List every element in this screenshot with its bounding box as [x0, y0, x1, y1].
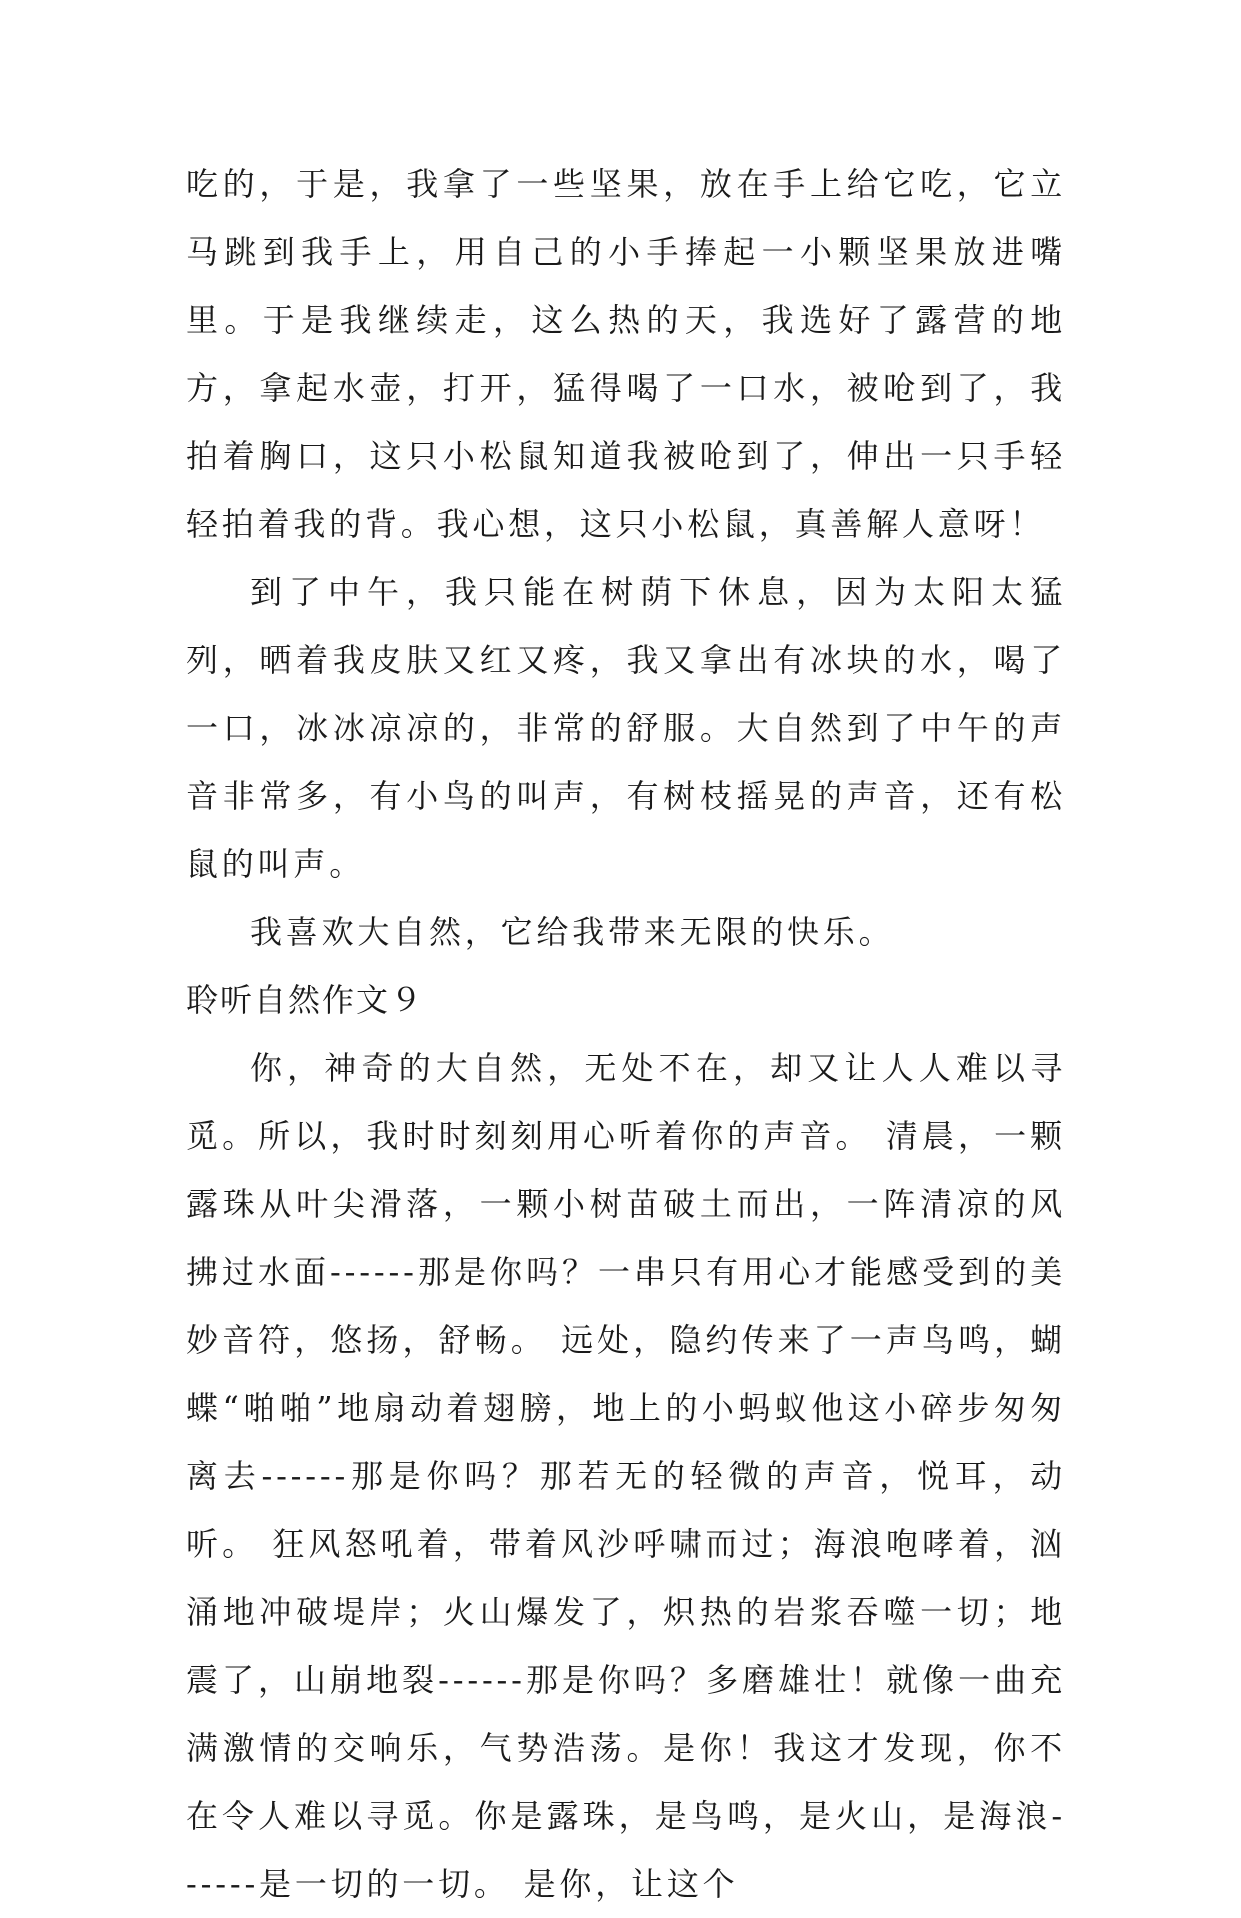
paragraph-noon: 到了中午，我只能在树荫下休息，因为太阳太猛列，晒着我皮肤又红又疼，我又拿出有冰块的水，喝了一口，冰冰凉凉的，非常的舒服。大自然到了中午的声音非常多，有小鸟的叫声，有树枝摇晃的声音，还有松鼠的叫声。 — [186, 573, 1066, 883]
essay-paragraph: 你，神奇的大自然，无处不在，却又让人人难以寻觅。所以，我时时刻刻用心听着你的声音。 清晨，一颗露珠从叶尖滑落，一颗小树苗破土而出，一阵清凉的风拂过水面------那是你吗？一串只有用心才能感受到的美妙音符，悠扬，舒畅。 远处，隐约传来了一声鸟鸣，蝴蝶“啪啪”地扇动着翅膀，地上的小蚂蚁他这小碎步匆匆离去------那是你吗？那若无的轻微的声音，悦耳，动听。 狂风怒吼着，带着风沙呼啸而过；海浪咆哮着，汹涌地冲破堤岸；火山爆发了，炽热的岩浆吞噬一切；地震了，山崩地裂------那是你吗？多磨雄壮！就像一曲充满激情的交响乐，气势浩荡。是你！我这才发现，你不在令人难以寻觅。你是露珠，是鸟鸣，是火山，是海浪------是一切的一切。 是你，让这个 — [186, 1049, 1066, 1903]
document-page — [186, 150, 1066, 1918]
essay-heading: 聆听自然作文９ — [186, 981, 425, 1019]
paragraph-conclusion: 我喜欢大自然，它给我带来无限的快乐。 — [250, 913, 895, 951]
paragraph-continuation: 吃的，于是，我拿了一些坚果，放在手上给它吃，它立马跳到我手上，用自己的小手捧起一小颗坚果放进嘴里。于是我继续走，这么热的天，我选好了露营的地方，拿起水壶，打开，猛得喝了一口水，被呛到了，我拍着胸口，这只小松鼠知道我被呛到了，伸出一只手轻轻拍着我的背。我心想，这只小松鼠，真善解人意呀！ — [186, 165, 1066, 543]
